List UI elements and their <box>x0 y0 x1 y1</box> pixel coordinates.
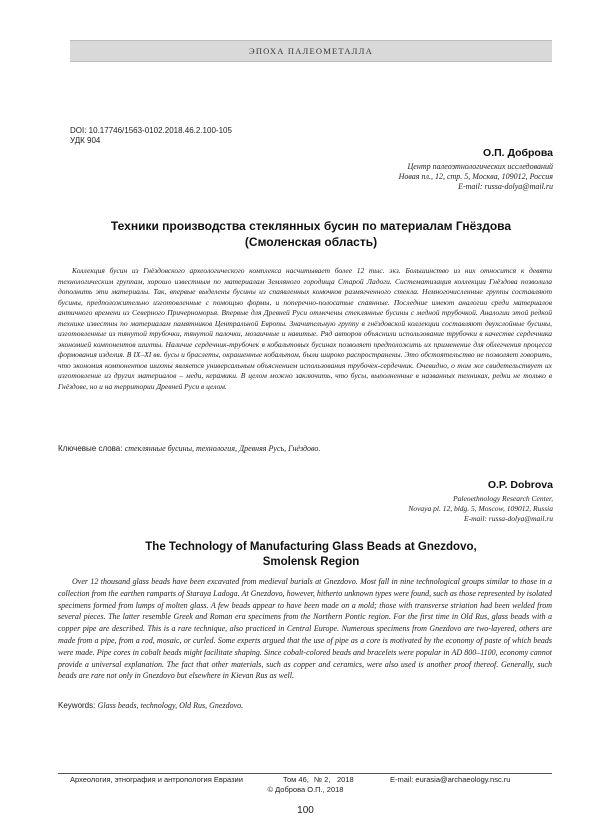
keywords-label: Ключевые слова: <box>58 444 123 453</box>
copyright: © Доброва О.П., 2018 <box>267 785 344 794</box>
affiliation-line: Novaya pl. 12, bldg. 5, Moscow, 109012, Russia <box>408 504 553 513</box>
udk: УДК 904 <box>70 136 101 145</box>
keywords-ru <box>58 444 552 453</box>
affiliation-en <box>408 494 553 524</box>
section-header: ЭПОХА ПАЛЕОМЕТАЛЛА <box>70 40 552 62</box>
title-line: (Смоленская область) <box>244 235 378 249</box>
abstract-text: Коллекция бусин из Гнёздовского археологического комплекса насчитывает более 12 тыс. экз. Большинство из них относится к девяти технологическим группам, хорошо известным по материалам Земляного городища Старой Ладоги. Систематизация коллекции Гнёздова позволила дополнить эти материалы. Так, впервые выделены бусины из спаявленных комочков размягченного стекла. Немногочисленные группы составляют бусины, предположительно изготовленные с помощью формы, и поперечно-полосатые спаянные. Последние имеют аналогии среди материалов античного времени из Северного Причерноморья. Впервые для Древней Руси отмечены стеклянные бусины с медной трубочкой. Аналогии этой редкой технике известны по материалам памятников Центральной Европы. Значительную группу в гнёздовской коллекции составляют двухслойные бусины, изготовленные из тянутой трубочки, тянутой палочки, мозаичные и навитые. Ряд авторов объяснили использование трубочки в качестве сердечника экономией компонентов шихты. Наличие сердечник-трубочек в кобальтовых бусинах позволяет предположить их применение для облегчения процесса формования изделия. В IX–XI вв. бусы и браслеты, окрашенные кобальтом, были широко распространены. Это обстоятельство не позволяет говорить, что экономия компонентов шихты является универсальным объяснением использования трубочек-сердечник. Очевидно, о том же свидетельствует их изготовление из других материалов – меди, керамики. В целом можно заключить, что бусы, выполненные в названных техниках, редки не только в Гнёздове, но и на территории Древней Руси в целом. <box>58 266 552 392</box>
journal-name: Археология, этнография и антропология Евразии <box>70 775 243 784</box>
doi: DOI: 10.17746/1563-0102.2018.46.2.100-105 <box>70 126 232 135</box>
journal-email: E-mail: eurasia@archaeology.nsc.ru <box>390 775 511 784</box>
page-number: 100 <box>297 805 314 816</box>
affiliation-email: E-mail: russa-dolya@mail.ru <box>464 514 553 523</box>
abstract-ru <box>58 266 552 393</box>
keywords-label: Keywords: <box>58 701 96 710</box>
title-ru <box>70 218 552 250</box>
journal-year: 2018 <box>337 775 354 784</box>
journal-volume: Том 46, <box>283 775 309 784</box>
title-line: Техники производства стеклянных бусин по материалам Гнёздова <box>110 219 512 233</box>
abstract-text: Over 12 thousand glass beads have been excavated from medieval burials at Gnezdovo. Most fall in nine technological groups similar to those in a collection from the earthen ramparts of Staraya Ladoga. At Gnezdovo, however, hitherto unknown types were found, such as those represented by isolated specimens formed from lumps of molten glass. A few beads appear to have been made on a mold; those with transverse striation had been welded from several pieces. The latter resemble Greek and Roman era specimens from the Northern Pontic region. For the first time in Old Rus, glass beads with a copper pipe are described. This is a rare technique, also practiced in Central Europe. Numerous specimens from Gnezdovo are two-layered, others are made from a pipe, from a rod, mosaic, or curled. Some experts argued that the use of pipe as a core is motivated by the economy of paste of which beads were made. Pipe cores in cobalt beads might facilitate shaping. Since cobalt-colored beads and bracelets were popular in AD 800–1100, economy cannot provide a universal explanation. The fact that other materials, such as copper and ceramics, were also used is another proof thereof. Generally, such beads are rare not only in Gnezdovo but elsewhere in Kievan Rus as well. <box>58 577 552 681</box>
affiliation-line: Paleoethnology Research Center, <box>453 494 553 503</box>
abstract-en <box>58 576 552 682</box>
affiliation-line: Центр палеоэтнологических исследований <box>407 162 553 171</box>
title-line: The Technology of Manufacturing Glass Beads at Gnezdovo, <box>145 541 477 553</box>
author-ru: О.П. Доброва <box>483 147 553 159</box>
affiliation-email: E-mail: russa-dolya@mail.ru <box>458 182 553 191</box>
keywords-en <box>58 701 552 710</box>
footer-divider <box>58 773 552 774</box>
title-line: Smolensk Region <box>262 556 360 568</box>
keywords-text: стеклянные бусины, технология, Древняя Русь, Гнёздово. <box>124 444 321 453</box>
affiliation-line: Новая пл., 12, стр. 5, Москва, 109012, Россия <box>398 172 553 181</box>
author-en: O.P. Dobrova <box>487 479 553 491</box>
journal-issue: № 2, <box>314 775 331 784</box>
title-en <box>70 540 552 570</box>
keywords-text: Glass beads, technology, Old Rus, Gnezdovo. <box>97 701 244 710</box>
affiliation-ru <box>399 162 553 192</box>
